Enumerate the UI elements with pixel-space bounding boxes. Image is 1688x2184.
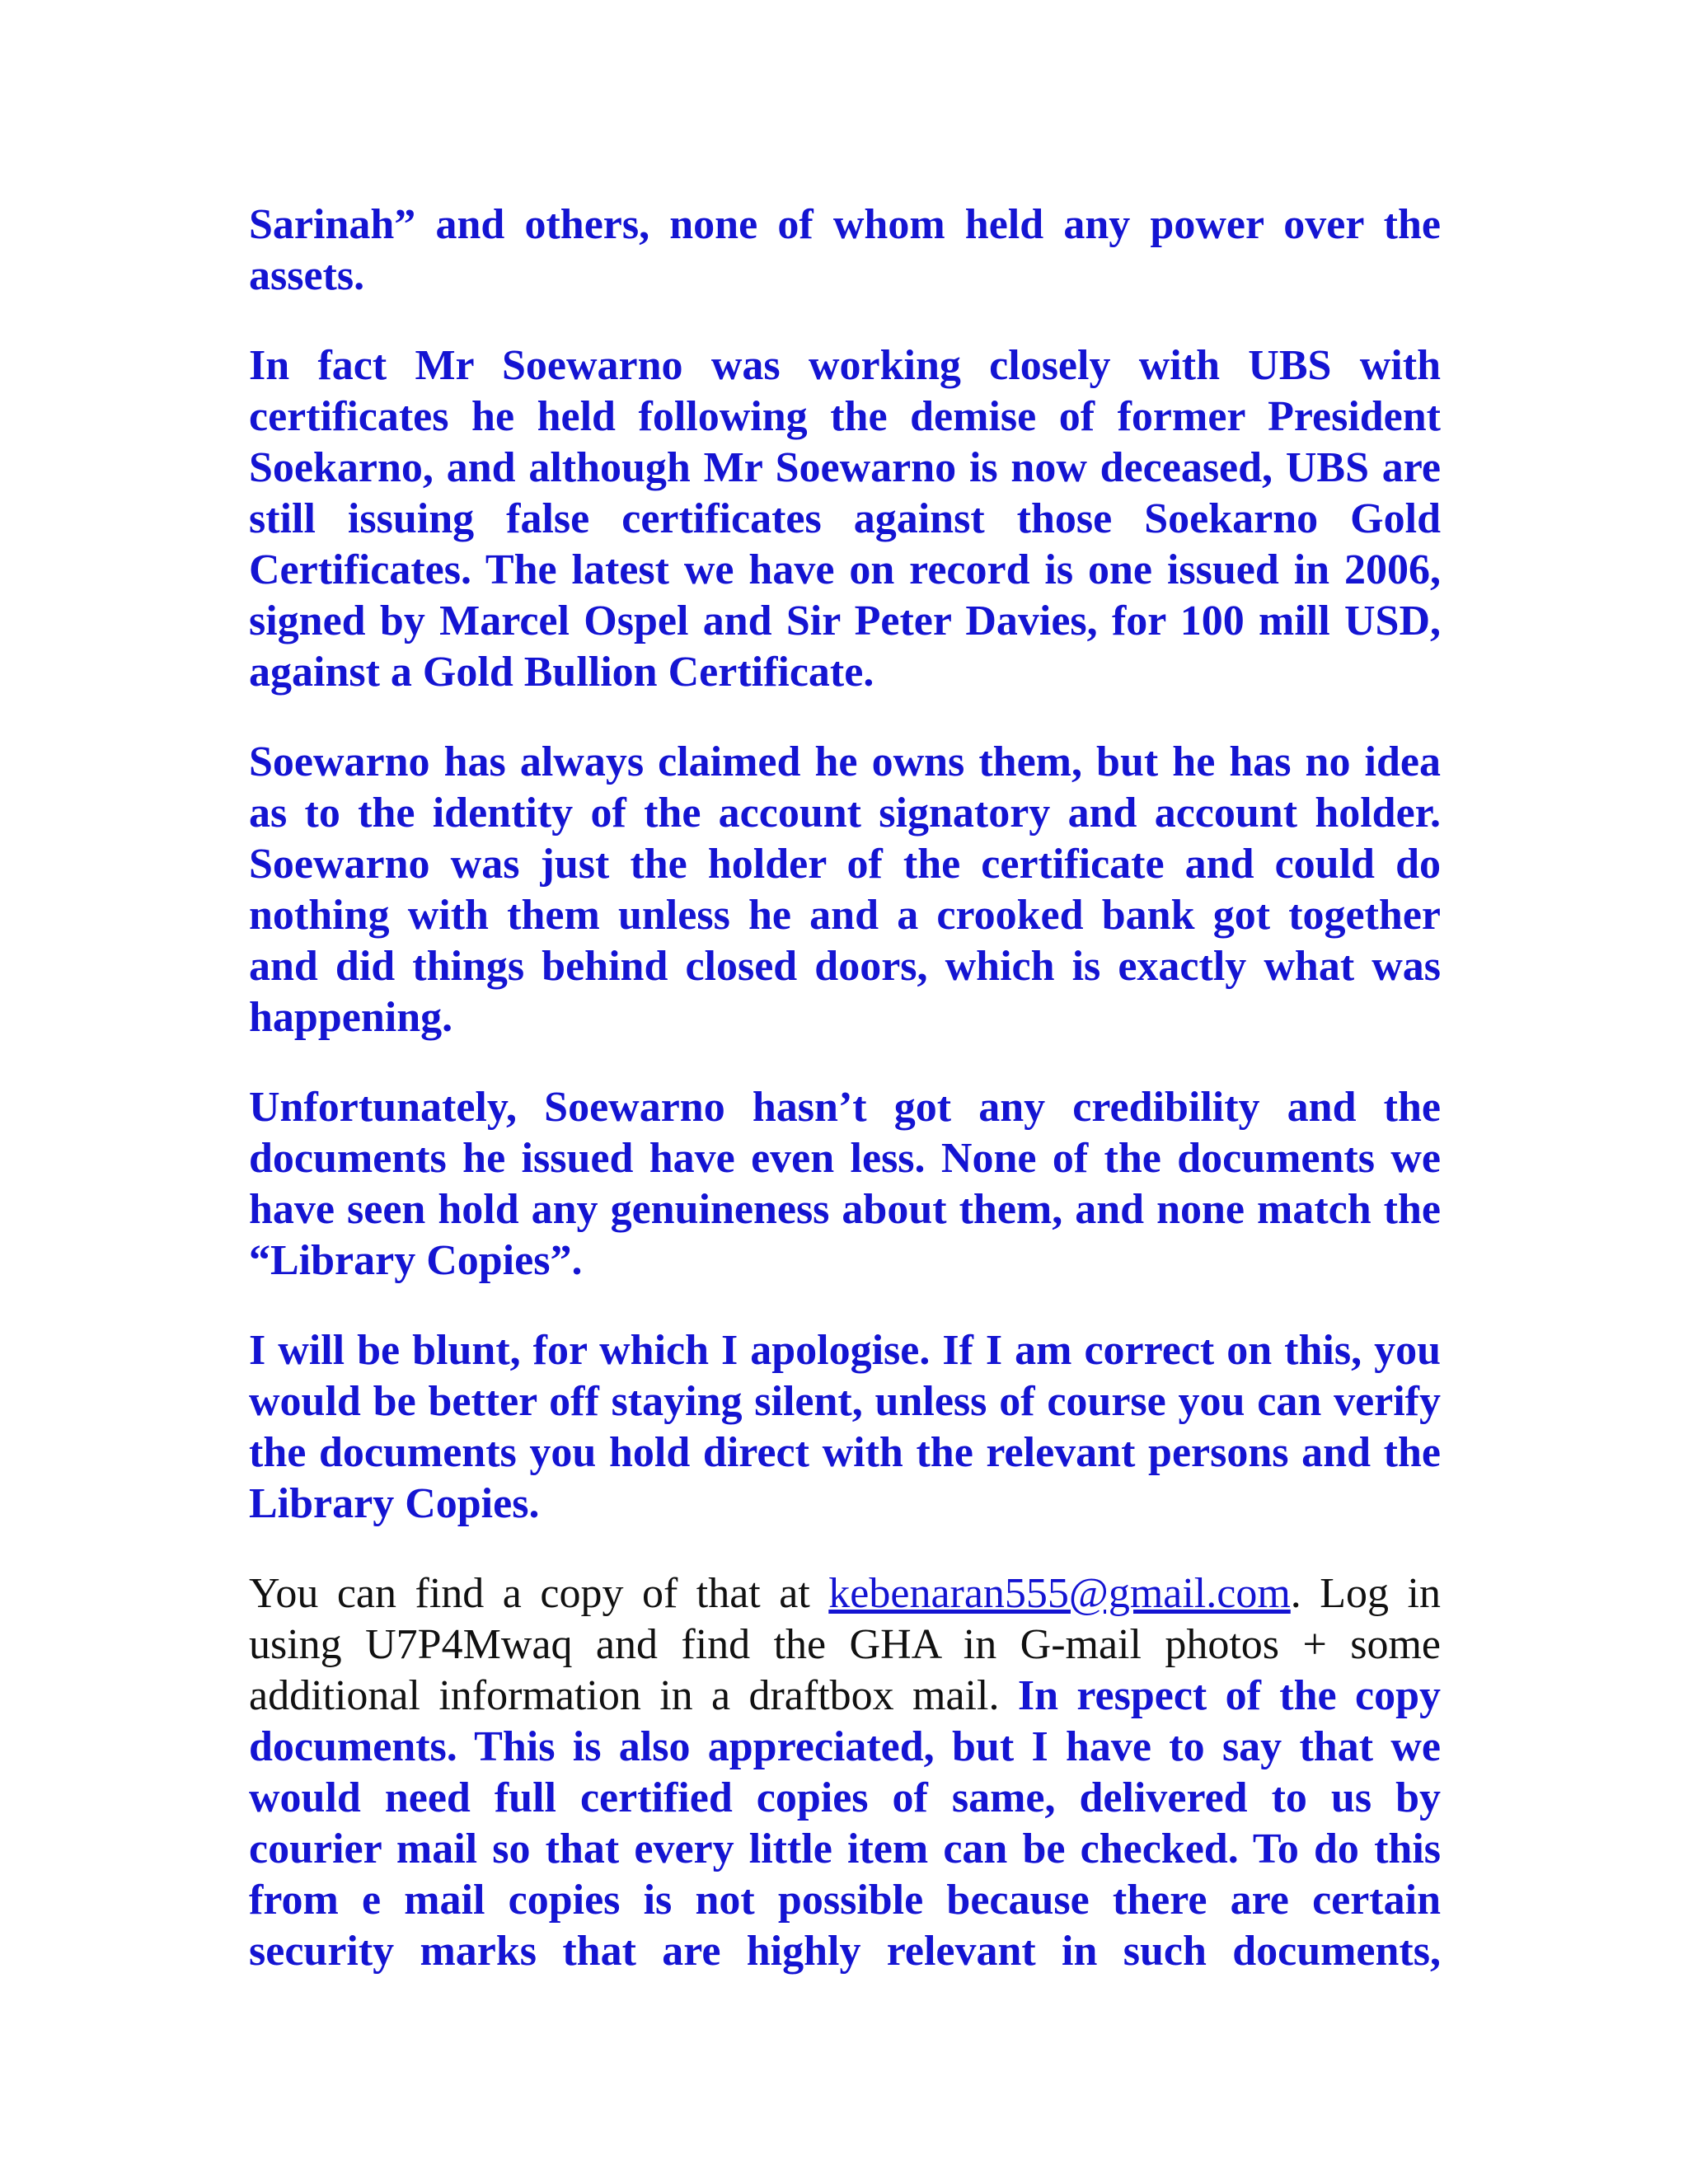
paragraph-sarinah: Sarinah” and others, none of whom held any power over the assets. (249, 201, 1441, 299)
document-body (249, 199, 1441, 2016)
email-link[interactable]: kebenaran555@gmail.com (828, 1570, 1291, 1617)
paragraph-credibility: Unfortunately, Soewarno hasn’t got any credibility and the documents he issued have even less. None of the documents we have seen hold any genuineness about them, and none match the “Library Copies”. (249, 1084, 1441, 1284)
paragraph-blunt: I will be blunt, for which I apologise. If I am correct on this, you would be better off staying silent, unless of course you can verify the documents you hold direct with the relevant persons and the Library Copies. (249, 1327, 1441, 1527)
paragraph-soewarno-claims: Soewarno has always claimed he owns them, but he has no idea as to the identity of the account signatory and account holder. Soewarno was just the holder of the certificate and could do nothing with them unless he and a crooked bank got together and did things behind closed doors, which is exactly what was happening. (249, 738, 1441, 1041)
paragraph-copy-location (249, 1568, 1441, 1977)
certified-copies-request: In respect of the copy documents. This is also appreciated, but I have to say that we would need full certified copies of same, delivered to us by courier mail so that every little item can be checked. To do this from e mail copies is not possible because there are certain security marks that are highly relevant in such documents, (249, 1672, 1441, 1975)
paragraph-soewarno-ubs: In fact Mr Soewarno was working closely with UBS with certificates he held following the demise of former President Soekarno, and although Mr Soewarno is now deceased, UBS are still issuing false certificates against those Soekarno Gold Certificates. The latest we have on record is one issued in 2006, signed by Marcel Ospel and Sir Peter Davies, for 100 mill USD, against a Gold Bullion Certificate. (249, 342, 1441, 696)
copy-location-intro: You can find a copy of that at (249, 1570, 829, 1617)
login-instructions: . Log in using U7P4Mwaq and find the GHA in G-mail photos + some additional information in a draftbox mail. (249, 1570, 1442, 1719)
